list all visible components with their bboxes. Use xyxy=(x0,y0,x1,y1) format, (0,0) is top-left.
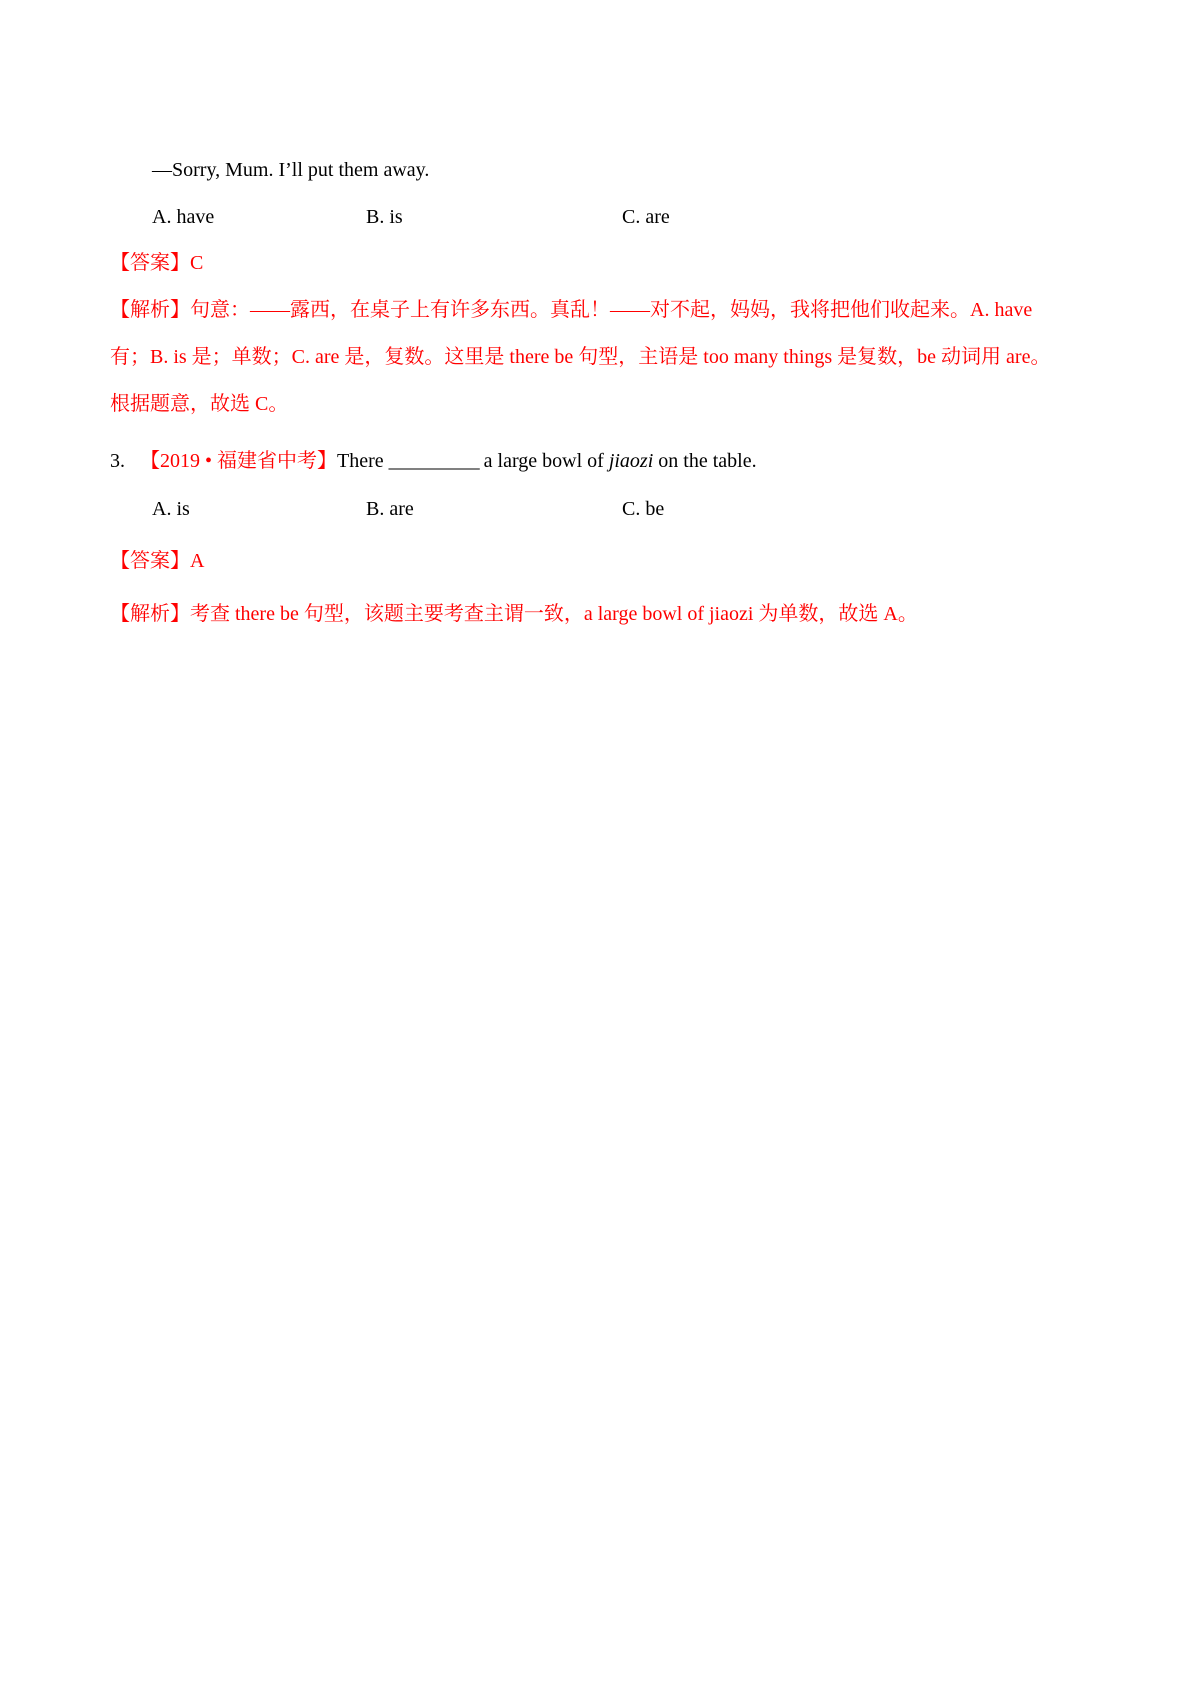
question-3-text-after: on the table. xyxy=(653,450,757,472)
question-2-option-b: B. is xyxy=(366,206,403,228)
question-3-option-c: C. be xyxy=(622,498,665,520)
question-2-option-a: A. have xyxy=(152,206,215,228)
answer-3 xyxy=(110,549,204,573)
question-3 xyxy=(110,449,757,473)
analysis-2-line-1 xyxy=(110,298,1032,322)
question-3-italic-word: jiaozi xyxy=(608,450,654,472)
answer-2-label: 【答案】 xyxy=(110,252,190,274)
analysis-3-text: 考查 there be 句型，该题主要考查主谓一致，a large bowl of jiaozi 为单数，故选 A。 xyxy=(190,603,918,625)
analysis-2-label: 【解析】 xyxy=(110,299,190,321)
question-3-source: 【2019 • 福建省中考】 xyxy=(140,450,338,472)
analysis-3-label: 【解析】 xyxy=(110,603,190,625)
question-2-reply: —Sorry, Mum. I’ll put them away. xyxy=(152,159,430,181)
question-3-text-middle: a large bowl of xyxy=(478,450,609,472)
analysis-2-line-2: 有；B. is 是；单数；C. are 是，复数。这里是 there be 句型，主语是 too many things 是复数，be 动词用 are。 xyxy=(110,346,1051,368)
question-3-option-b: B. are xyxy=(366,498,414,520)
question-3-blank: __________ xyxy=(388,450,479,472)
answer-3-value: A xyxy=(190,550,205,572)
answer-2-value: C xyxy=(190,252,204,274)
analysis-2-line-3: 根据题意，故选 C。 xyxy=(110,393,289,415)
question-3-option-a: A. is xyxy=(152,498,190,520)
analysis-2-text-1: 句意：——露西，在桌子上有许多东西。真乱！——对不起，妈妈，我将把他们收起来。A. have xyxy=(190,299,1033,321)
question-3-number: 3. xyxy=(110,450,125,472)
answer-2 xyxy=(110,251,203,275)
analysis-3-line xyxy=(110,602,918,626)
question-3-text-before: There xyxy=(337,450,389,472)
answer-3-label: 【答案】 xyxy=(110,550,190,572)
question-2-option-c: C. are xyxy=(622,206,670,228)
